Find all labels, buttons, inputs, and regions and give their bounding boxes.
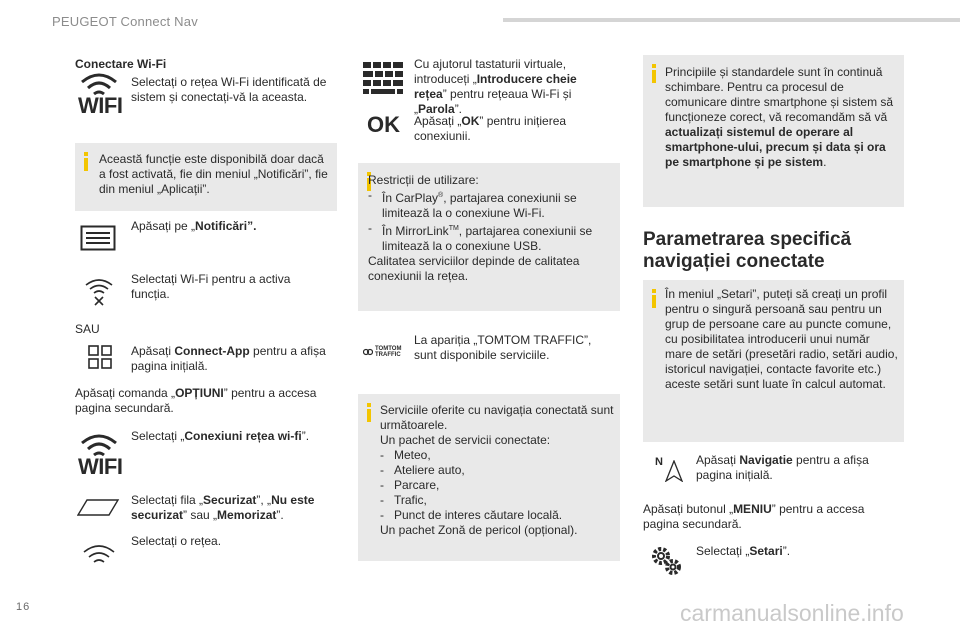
- step-select-network: Selectați o rețea Wi-Fi identificată de sistem și conectați-vă la aceasta.: [131, 75, 327, 104]
- restrictions-title: Restricții de utilizare:: [368, 173, 479, 187]
- tomtom-hands-icon: [363, 347, 373, 357]
- info-icon: [84, 152, 88, 171]
- service-item: - Parcare,: [380, 478, 440, 492]
- info-icon: [367, 403, 371, 422]
- step-settings: Selectați „Setari”.: [696, 544, 791, 558]
- tab-icon: [77, 498, 121, 516]
- service-item: - Ateliere auto,: [380, 463, 465, 477]
- tomtom-traffic-text: La apariția „TOMTOM TRAFFIC”, sunt disponibile serviciile.: [414, 333, 592, 362]
- step-ok: Apăsați „OK” pentru inițierea conexiunii.: [414, 114, 567, 143]
- restrictions-footer: Calitatea serviciilor depinde de calitatea conexiunii la rețea.: [368, 254, 580, 283]
- step-connect-app: Apăsați Connect-App pentru a afișa pagina inițială.: [131, 344, 326, 373]
- services-intro: Serviciile oferite cu navigația conectată sunt următoarele.: [380, 403, 614, 432]
- wifi-label: WIFI: [78, 454, 123, 479]
- step-menu: Apăsați butonul „MENIU” pentru a accesa pagina secundară.: [643, 502, 865, 531]
- north-letter: N: [655, 456, 663, 468]
- restriction-mirrorlink: - În MirrorLink™, partajarea conexiunii se limitează la o conexiune USB.: [368, 221, 593, 253]
- info-icon: [652, 64, 656, 83]
- tomtom-logo-line-1: TOMTOM: [375, 346, 402, 352]
- wifi-icon: [78, 72, 123, 118]
- section-heading-line-1: Parametrarea specifică: [643, 229, 852, 250]
- page-number: 16: [16, 601, 31, 613]
- service-item: - Meteo,: [380, 448, 431, 462]
- restriction-carplay: - În CarPlay®, partajarea conexiunii se limitează la o conexiune Wi-Fi.: [368, 188, 577, 220]
- section-title-wifi: Conectare Wi-Fi: [75, 57, 167, 71]
- notifications-icon: [80, 225, 116, 251]
- header-rule: [503, 18, 960, 22]
- keyboard-icon: [363, 62, 403, 94]
- info-icon: [652, 289, 656, 308]
- wifi-network-icon: [82, 543, 116, 567]
- settings-note-box: [643, 280, 904, 442]
- section-heading-line-2: navigației conectate: [643, 251, 825, 272]
- principles-text: Principiile și standardele sunt în continuă schimbare. Pentru ca procesul de comunicare dintre smartphone și sistem să funcționeze corect, vă recomandăm să vă actualizați sistemul de operare al smartphone-ului, precum și data și ora pe smartphone și pe sistem.: [665, 65, 894, 169]
- navigation-icon: [655, 457, 683, 482]
- wifi-label: WIFI: [78, 93, 123, 118]
- service-item: - Trafic,: [380, 493, 427, 507]
- step-keyboard: Cu ajutorul tastaturii virtuale, introduceți „Introducere cheie rețea” pentru rețeaua Wi-Fi și „Parola”.: [414, 57, 577, 116]
- services-note-box: [358, 394, 620, 561]
- step-select-network-2: Selectați o rețea.: [131, 534, 222, 548]
- tomtom-traffic-logo: [363, 346, 401, 358]
- step-options: Apăsați comanda „OPȚIUNI” pentru a accesa pagina secundară.: [75, 386, 317, 415]
- watermark: carmanualsonline.info: [680, 600, 904, 626]
- or-label: SAU: [75, 322, 100, 336]
- ok-icon: OK: [367, 112, 400, 137]
- wifi-icon: [78, 433, 123, 479]
- services-footer: Un pachet Zonă de pericol (opțional).: [380, 523, 578, 537]
- running-header: PEUGEOT Connect Nav: [52, 14, 198, 29]
- gears-icon: [648, 543, 684, 579]
- connect-app-icon: [88, 345, 112, 369]
- services-pack: Un pachet de servicii conectate:: [380, 433, 551, 447]
- step-navigation: Apăsați Navigatie pentru a afișa pagina inițială.: [696, 453, 869, 482]
- info-note-box: [75, 143, 337, 211]
- section-heading: [643, 229, 903, 273]
- service-item: - Punct de interes căutare locală.: [380, 508, 563, 522]
- principles-note-box: [643, 55, 904, 207]
- info-note-text: Această funcție este disponibilă doar dacă a fost activată, fie din meniul „Notificări”, fie din meniul „Aplicații”.: [99, 152, 328, 196]
- tomtom-logo-line-2: TRAFFIC: [375, 352, 401, 358]
- restrictions-note-box: [358, 163, 620, 311]
- step-select-tab: Selectați fila „Securizat”, „Nu este securizat” sau „Memorizat”.: [131, 493, 315, 522]
- wifi-activate-icon: [84, 276, 114, 306]
- settings-note-text: În meniul „Setari”, puteți să creați un profil pentru o singură persoană sau pentru un grup de persoane care au puncte comune, cu posibilitatea introducerii unui număr mare de setări (presetări radio, setări audio, istoricul navigației, contacte favorite etc.) aceste setări sunt luate în calcul automat.: [665, 287, 898, 391]
- step-notifications: Apăsați pe „Notificări”.: [131, 219, 257, 233]
- step-wifi-connections: Selectați „Conexiuni rețea wi-fi”.: [131, 429, 310, 443]
- step-activate-wifi: Selectați Wi-Fi pentru a activa funcția.: [131, 272, 291, 301]
